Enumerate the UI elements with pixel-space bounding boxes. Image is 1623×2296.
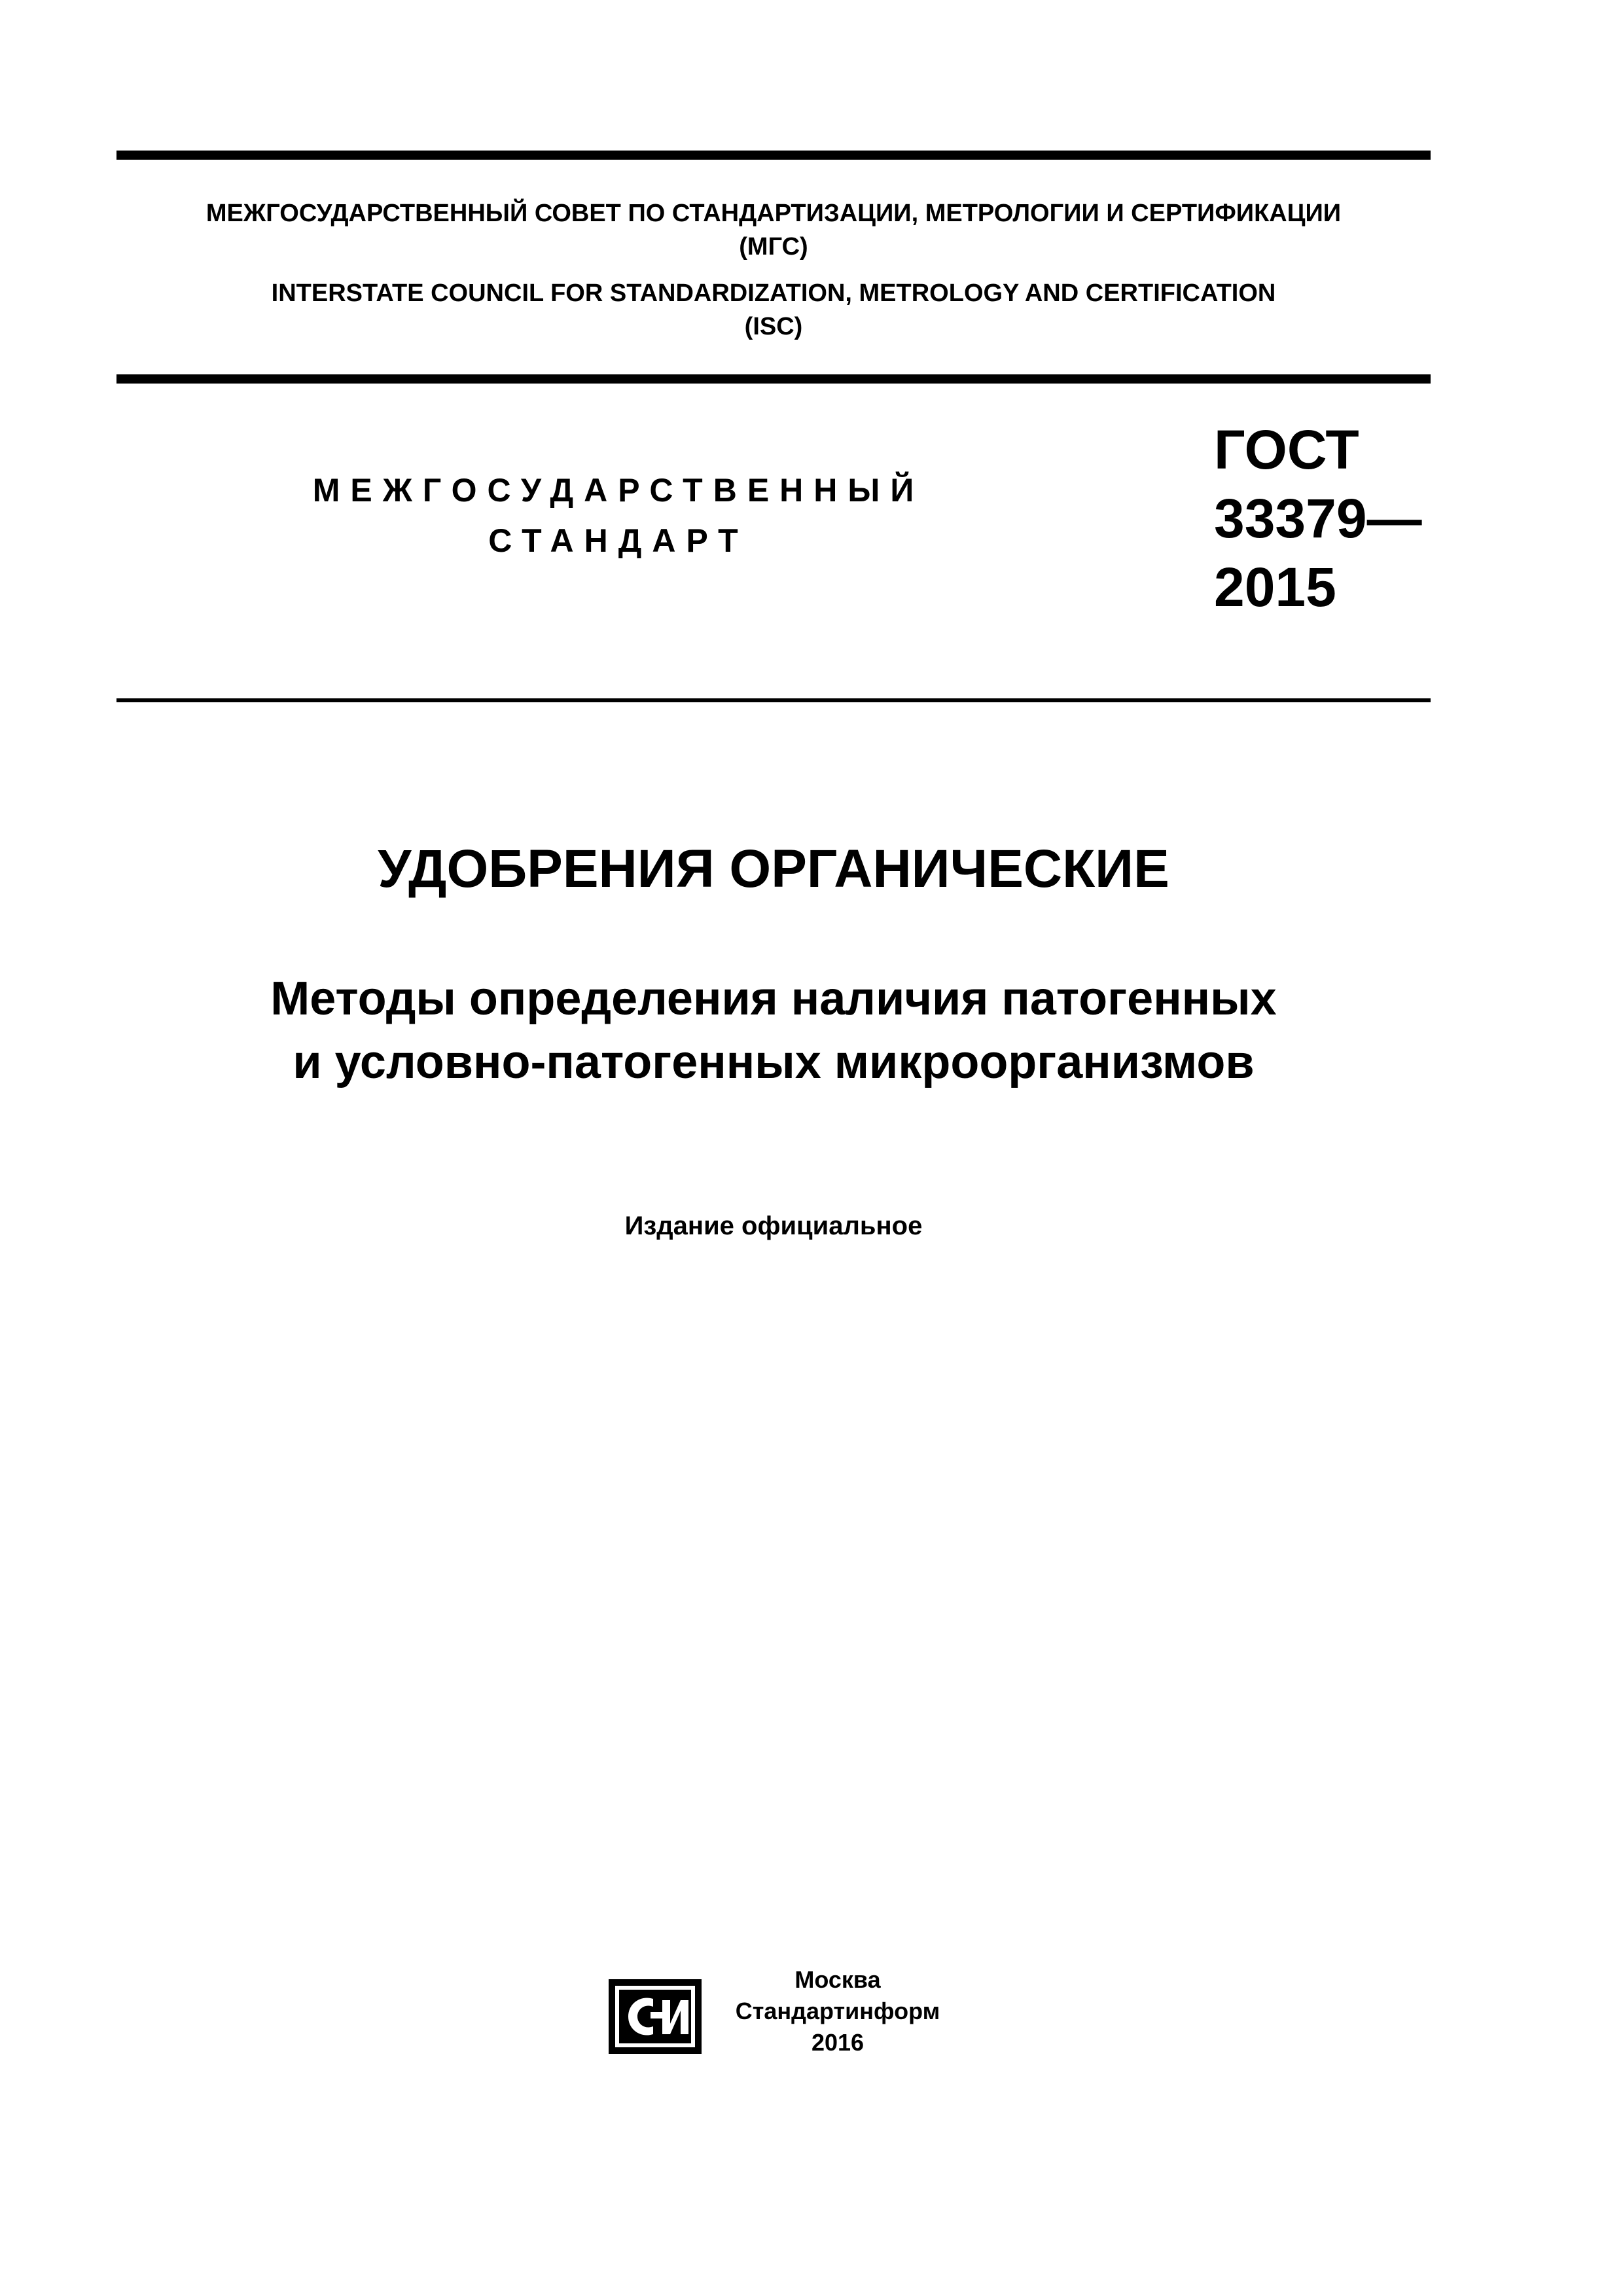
standard-designation-number: 33379—: [1214, 488, 1422, 549]
document-title: УДОБРЕНИЯ ОРГАНИЧЕСКИЕ: [378, 839, 1169, 899]
top-rule: [116, 151, 1431, 160]
imprint-city: Москва: [794, 1966, 881, 1993]
standard-designation-year: 2015: [1214, 556, 1336, 618]
standard-designation-prefix: ГОСТ: [1214, 419, 1359, 480]
header-bottom-rule: [116, 374, 1431, 384]
document-subtitle-line1: Методы определения наличия патогенных: [270, 973, 1277, 1025]
council-name-en: INTERSTATE COUNCIL FOR STANDARDIZATION, METROLOGY AND CERTIFICATION: [271, 279, 1276, 307]
council-abbr-en: (ISC): [744, 313, 803, 340]
council-abbr-ru: (МГС): [739, 233, 808, 260]
edition-label: Издание официальное: [624, 1211, 923, 1240]
standartinform-logo-icon: [607, 1978, 703, 2055]
standard-kind-line1: МЕЖГОСУДАРСТВЕННЫЙ: [312, 472, 925, 509]
council-name-ru: МЕЖГОСУДАРСТВЕННЫЙ СОВЕТ ПО СТАНДАРТИЗАЦИИ, МЕТРОЛОГИИ И СЕРТИФИКАЦИИ: [205, 200, 1342, 227]
standard-kind-line2: СТАНДАРТ: [488, 522, 749, 559]
designation-bottom-rule: [116, 698, 1431, 702]
imprint-year: 2016: [811, 2029, 865, 2056]
document-subtitle-line2: и условно-патогенных микроорганизмов: [293, 1036, 1255, 1088]
imprint-publisher: Стандартинформ: [735, 1998, 940, 2024]
